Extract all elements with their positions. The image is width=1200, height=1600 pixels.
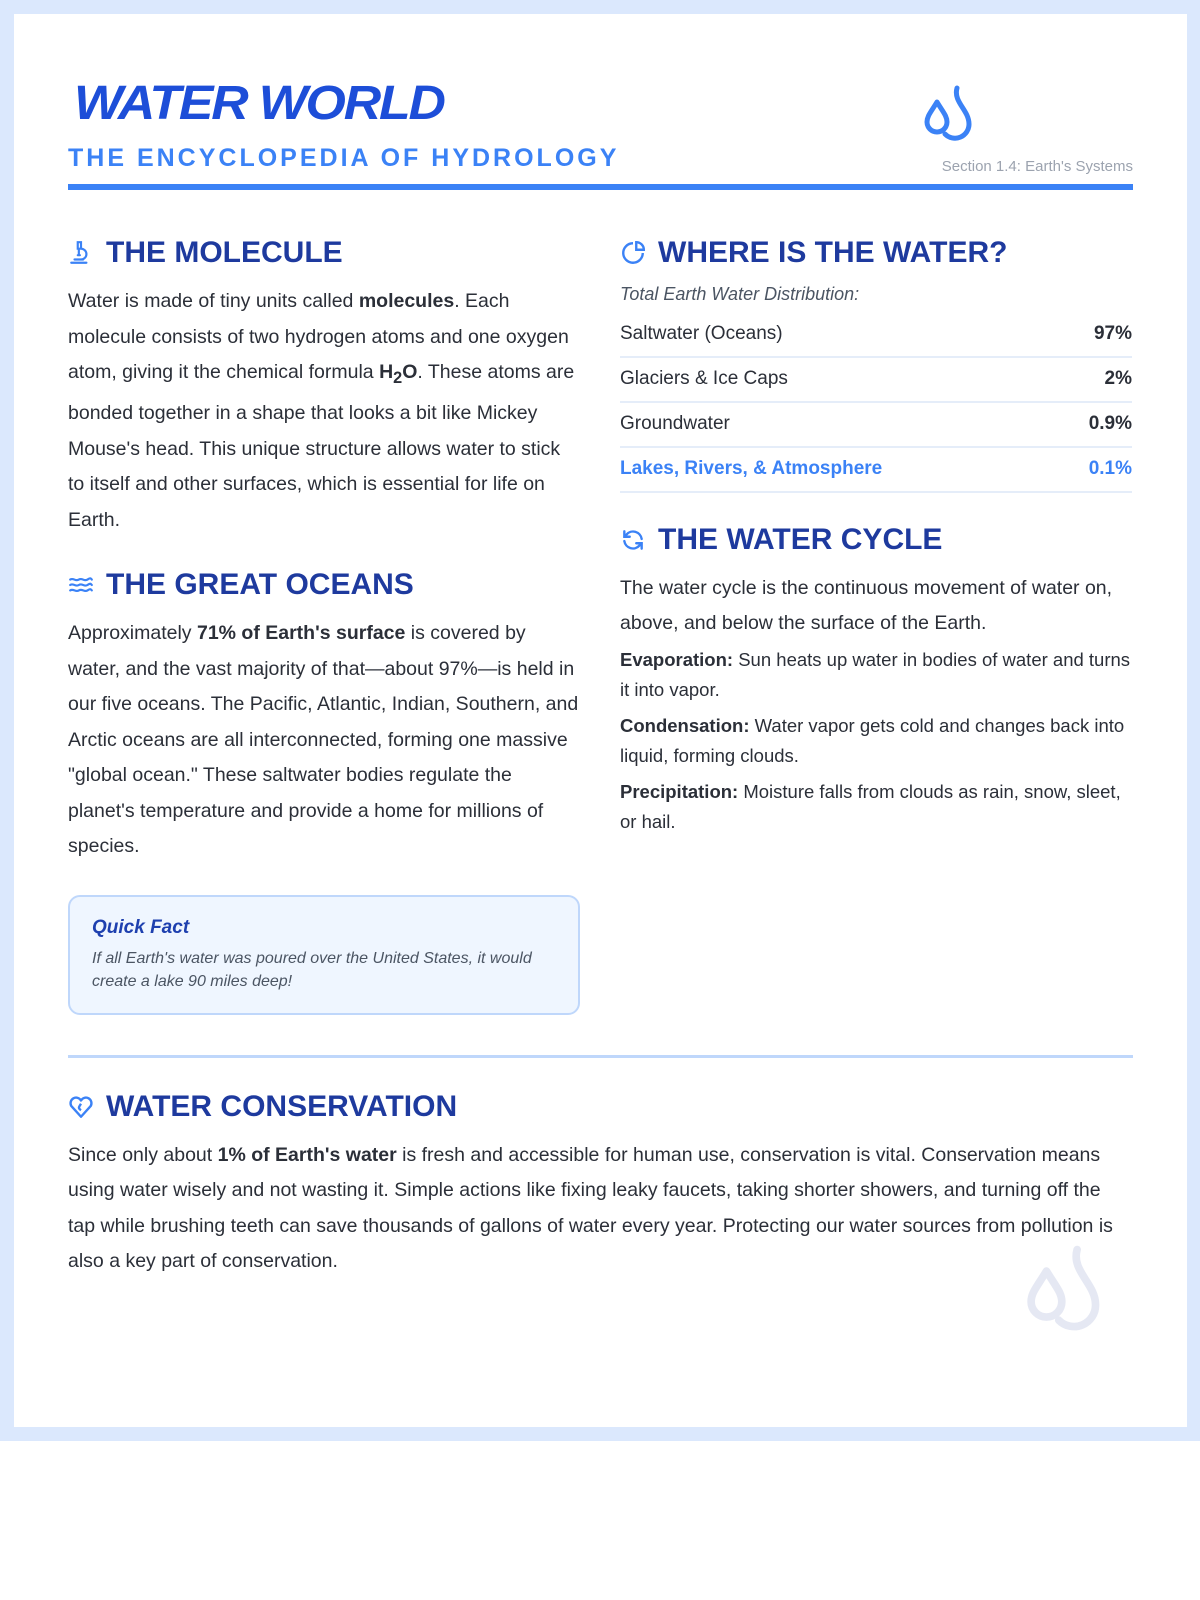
cycle-heading: THE WATER CYCLE — [658, 523, 943, 556]
molecule-section — [68, 236, 580, 538]
distribution-caption: Total Earth Water Distribution: — [620, 284, 860, 304]
cycle-step: Condensation: Water vapor gets cold and changes back into liquid, forming clouds. — [620, 715, 1125, 766]
cycle-section — [620, 523, 1132, 837]
molecule-text: Water is made of tiny units called molecules. Each molecule consists of two hydrogen atoms and one oxygen atom, giving it the chemical formula $H_2O$. These atoms are bonded together in a shape that looks a bit like Mickey Mouse's head. This unique structure allows water to stick to itself and other surfaces, which is essential for life on Earth. — [68, 290, 575, 531]
conservation-heading: WATER CONSERVATION — [106, 1089, 458, 1123]
left-column — [68, 236, 580, 1015]
heart-drop-icon — [68, 1094, 94, 1120]
water-drops-icon — [923, 84, 983, 146]
pie-chart-icon — [620, 240, 646, 266]
quick-fact-title: Quick Fact — [92, 916, 190, 938]
cycle-step: Precipitation: Moisture falls from clouds as rain, snow, sleet, or hail. — [620, 781, 1121, 832]
conservation-text: Since only about 1% of Earth's water is fresh and accessible for human use, conservation is vital. Conservation means using water wisely and not wasting it. Simple actions like fixing leaky faucets, taking shorter showers, and turning off the tap while brushing teeth can save thousands of gallons of water every year. Protecting our water sources from pollution is also a key part of conservation. — [68, 1143, 1113, 1273]
section-reference: Section 1.4: Earth's Systems — [941, 158, 1133, 175]
oceans-text: Approximately 71% of Earth's surface is covered by water, and the vast majority of that—about 97%—is held in our five oceans. The Pacific, Atlantic, Indian, Southern, and Arctic oceans are all interconnected, forming one massive "global ocean." These saltwater bodies regulate the planet's temperature and provide a home for millions of species. — [68, 622, 579, 858]
right-column — [620, 236, 1132, 1015]
cycle-step: Evaporation: Sun heats up water in bodies of water and turns it into vapor. — [620, 649, 1131, 700]
distribution-section — [620, 236, 1132, 493]
oceans-section — [68, 568, 580, 1015]
distribution-row-highlight: Lakes, Rivers, & Atmosphere 0.1% — [620, 448, 1132, 493]
quick-fact-box — [68, 895, 580, 1015]
refresh-cycle-icon — [620, 527, 646, 553]
header — [68, 14, 1133, 190]
conservation-section — [68, 1090, 1133, 1280]
molecule-heading: THE MOLECULE — [106, 236, 343, 269]
waves-icon — [68, 572, 94, 598]
microscope-icon — [68, 240, 94, 266]
distribution-row: Saltwater (Oceans) 97% — [620, 313, 1132, 358]
distribution-row: Groundwater 0.9% — [620, 403, 1132, 448]
page-subtitle: THE ENCYCLOPEDIA OF HYDROLOGY — [68, 144, 620, 172]
distribution-heading: WHERE IS THE WATER? — [658, 236, 1008, 269]
quick-fact-body: If all Earth's water was poured over the United States, it would create a lake 90 miles deep! — [92, 949, 532, 990]
page-card — [14, 14, 1187, 1427]
cycle-intro: The water cycle is the continuous movement of water on, above, and below the surface of the Earth. — [620, 577, 1113, 634]
water-drops-watermark-icon — [1025, 1243, 1117, 1339]
section-divider — [68, 1055, 1133, 1058]
oceans-heading: THE GREAT OCEANS — [106, 568, 414, 602]
page-title: WATER WORLD — [74, 77, 444, 130]
distribution-row: Glaciers & Ice Caps 2% — [620, 358, 1132, 403]
